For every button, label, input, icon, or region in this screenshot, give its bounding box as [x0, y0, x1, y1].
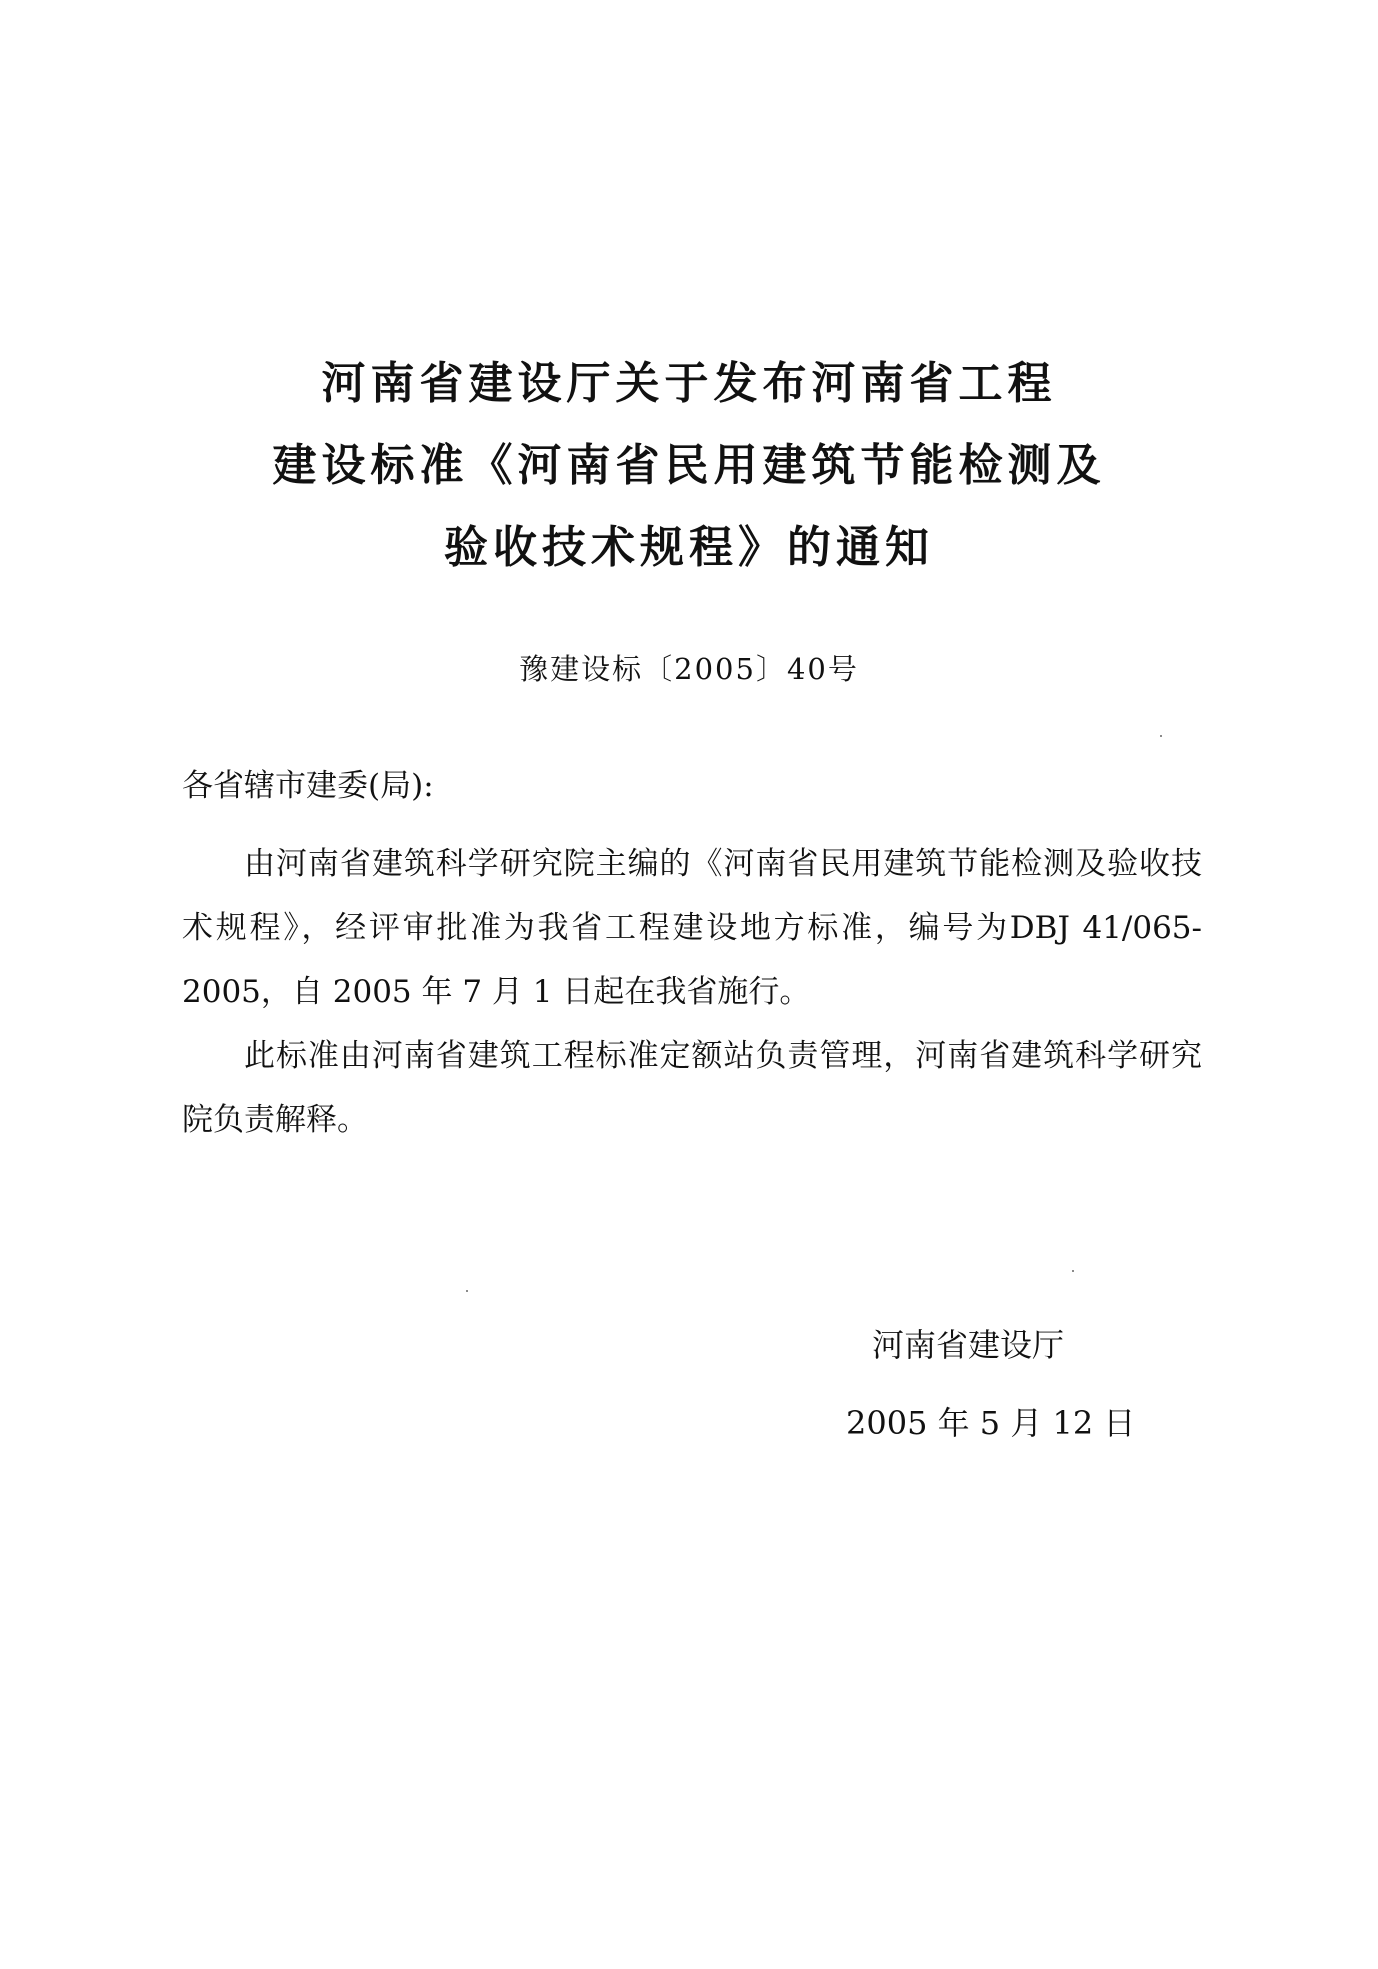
issue-date: 2005 年 5 月 12 日 [846, 1404, 1136, 1442]
title-line-2: 建设标准《河南省民用建筑节能检测及 [272, 440, 1106, 491]
scan-speck [1160, 735, 1162, 737]
scan-speck [1072, 1270, 1074, 1272]
salutation: 各省辖市建委(局): [182, 768, 434, 804]
body-paragraph-2: 此标准由河南省建筑工程标准定额站负责管理，河南省建筑科学研究院负责解释。 [182, 1038, 1202, 1138]
title-line-3: 验收技术规程》的通知 [444, 522, 934, 573]
issuing-organization: 河南省建设厅 [872, 1326, 1065, 1364]
notice-body [182, 832, 1202, 1152]
signature-block [820, 1325, 1160, 1443]
notice-title [0, 358, 1378, 608]
title-line-1: 河南省建设厅关于发布河南省工程 [321, 358, 1057, 409]
scan-speck [466, 1290, 468, 1292]
body-paragraph-1: 由河南省建筑科学研究院主编的《河南省民用建筑节能检测及验收技术规程》，经评审批准为我省工程建设地方标准，编号为DBJ 41/065-2005，自 2005 年 7 月 1 日起在我省施行。 [182, 846, 1202, 1010]
document-number: 豫建设标〔2005〕40号 [519, 652, 859, 686]
